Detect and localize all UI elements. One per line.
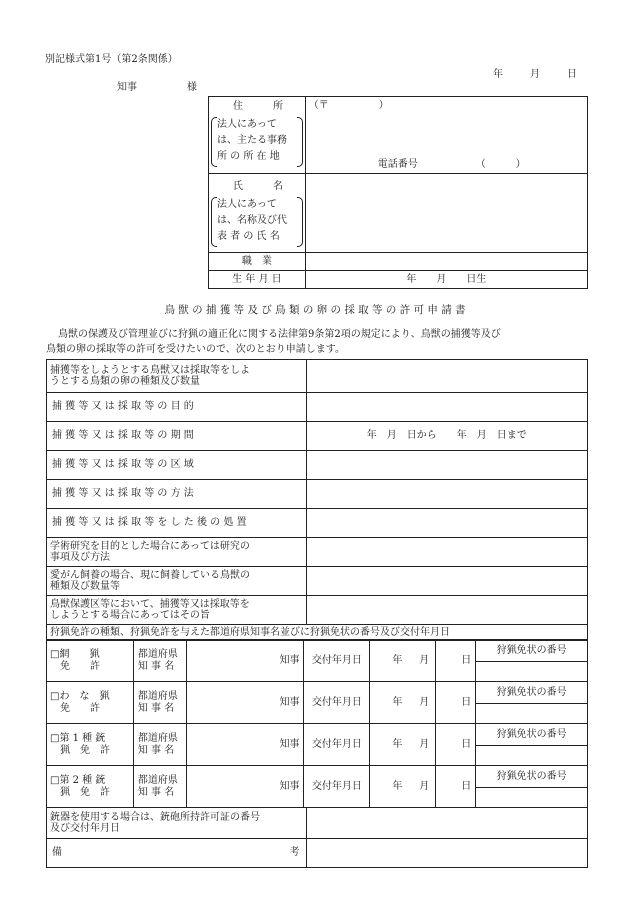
method-field[interactable] [306,480,588,509]
honorific-label: 様 [187,82,197,93]
postal-mark: （〒 ） [308,100,389,111]
license-type-line-2: 猟 免 許 [60,744,110,756]
name-note-2: は、名称及び代 [217,215,287,226]
license-number-field[interactable] [476,746,588,766]
species-line-1: 捕獲等をしようとする鳥獣又は採取等をしよ [50,364,250,376]
date-month: 月 [530,69,540,80]
address-label-1: 住 [233,101,243,112]
year-label: 年 [392,780,403,792]
governor-field[interactable]: 知事 [186,724,304,766]
pref-label [133,640,186,682]
occupation-label: 職 業 [209,253,306,271]
birth-field[interactable]: 年 月 日生 [305,271,587,289]
footer-table [46,807,588,868]
area-label: 捕 獲 等 又 は 採 取 等 の 区 域 [47,451,307,480]
intro-line-2: 鳥類の卵の採取等の許可を受けたいので、次のとおり申請します。 [46,344,345,355]
issue-date-label: 交付年月日 [304,766,370,808]
address-label-2: 所 [273,101,283,112]
disposal-field[interactable] [306,509,588,538]
license-type-trap[interactable] [47,682,134,724]
occupation-field[interactable] [305,253,587,271]
method-label: 捕 獲 等 又 は 採 取 等 の 方 法 [47,480,307,509]
address-label-cell [209,97,306,174]
remarks-char-2: 考 [289,847,300,859]
purpose-field[interactable] [306,393,588,422]
pet-label [47,567,307,596]
governor-field[interactable]: 知事 [186,640,304,682]
license-type-line-1: □第 2 種 銃 [50,775,106,786]
address-note-1: 法人にあって [217,119,277,130]
license-number-label: 狩猟免状の番号 [476,766,588,788]
issue-date-field[interactable] [370,724,436,766]
period-field[interactable]: 年 月 日から 年 月 日まで [306,422,588,451]
research-field[interactable] [306,538,588,567]
sanctuary-line-2: しようとする場合にあってはその旨 [50,610,210,621]
license-type-gun1[interactable] [47,724,134,766]
remarks-char-1: 備 [52,847,62,859]
license-number-label: 狩猟免状の番号 [476,640,588,662]
month-label: 月 [419,654,430,666]
birth-label: 生 年 月 日 [209,271,306,289]
license-type-line-2: 免 許 [60,702,100,714]
name-label-2: 名 [273,181,283,192]
license-type-gun2[interactable] [47,766,134,808]
phone-label: 電話番号 [377,159,418,170]
application-table [46,359,588,641]
issue-date-label: 交付年月日 [304,682,370,724]
species-label [47,360,307,393]
license-number-field[interactable] [476,704,588,724]
remarks-label [47,839,307,868]
date-year: 年 [493,69,503,80]
month-label: 月 [419,696,430,708]
license-table [46,639,588,808]
license-number-field[interactable] [476,788,588,808]
bracket-right [297,117,303,167]
license-type-line-1: □第 1 種 銃 [50,733,106,744]
purpose-label: 捕 獲 等 又 は 採 取 等 の 目 的 [47,393,307,422]
license-type-line-1: □網 猟 [50,649,100,660]
intro-line-1: 鳥獣の保護及び管理並びに狩猟の適正化に関する法律第9条第2項の規定により、鳥獣の捕獲等及び [58,329,501,340]
disposal-label: 捕 獲 等 又 は 採 取 等 を し た 後 の 処 置 [47,509,307,538]
name-note-1: 法人にあって [217,199,277,210]
year-label: 年 [392,696,403,708]
sanctuary-label [47,596,307,625]
name-label-cell [209,174,306,253]
pet-field[interactable] [306,567,588,596]
year-label: 年 [392,654,403,666]
date-day: 日 [567,69,577,80]
pet-line-1: 愛がん飼養の場合、現に飼養している鳥獣の [50,569,250,581]
pref-line-1: 都道府県 [137,775,178,786]
species-field[interactable] [306,360,588,393]
address-note-2: は、主たる事務 [217,135,287,146]
species-line-2: うとする鳥類の卵の種類及び数量 [50,376,200,387]
pref-line-2: 知 事 名 [137,744,175,756]
governor-label: 知事 [117,82,137,93]
issue-date-field[interactable] [370,766,436,808]
phone-parens: （ ） [475,159,526,170]
research-line-1: 学術研究を目的とした場合にあっては研究の [50,540,250,552]
period-label: 捕 獲 等 又 は 採 取 等 の 期 間 [47,422,307,451]
license-number-field[interactable] [476,662,588,682]
day-label: 日 [436,640,476,682]
issue-date-label: 交付年月日 [304,640,370,682]
day-label: 日 [436,682,476,724]
license-number-label: 狩猟免状の番号 [476,682,588,704]
address-note-3: 所 の 所 在 地 [217,151,280,162]
applicant-table [208,96,588,289]
pref-line-1: 都道府県 [137,691,178,702]
name-label-1: 氏 [233,181,243,192]
month-label: 月 [419,738,430,750]
remarks-field[interactable] [306,839,587,868]
research-label [47,538,307,567]
pref-label [133,682,186,724]
license-header: 狩猟免許の種類、狩猟免許を与えた都道府県知事名並びに狩猟免状の番号及び交付年月日 [47,625,588,641]
issue-date-field[interactable] [370,640,436,682]
sanctuary-line-1: 鳥獣保護区等において、捕獲等又は採取等を [50,598,250,610]
gun-permit-field[interactable] [306,808,587,839]
gun-permit-line-1: 銃器を使用する場合は、銃砲所持許可証の番号 [50,811,260,823]
gun-permit-line-2: 及び交付年月日 [50,823,120,834]
page-title: 鳥 獣 の 捕 獲 等 及 び 鳥 類 の 卵 の 採 取 等 の 許 可 申 請 書 [164,304,466,316]
pref-label [133,724,186,766]
address-field[interactable] [305,97,587,174]
sanctuary-field[interactable] [306,596,588,625]
month-label: 月 [419,780,430,792]
bracket-right [297,197,303,247]
license-type-net[interactable] [47,640,134,682]
license-type-line-2: 免 許 [60,660,100,672]
name-field[interactable] [305,174,587,253]
governor-field[interactable]: 知事 [186,682,304,724]
pref-line-2: 知 事 名 [137,786,175,798]
issue-date-label: 交付年月日 [304,724,370,766]
governor-field[interactable]: 知事 [186,766,304,808]
area-field[interactable] [306,451,588,480]
day-label: 日 [436,724,476,766]
pref-line-2: 知 事 名 [137,702,175,714]
pref-line-2: 知 事 名 [137,660,175,672]
pref-line-1: 都道府県 [137,649,178,660]
pref-label [133,766,186,808]
issue-date-field[interactable] [370,682,436,724]
year-label: 年 [392,738,403,750]
gun-permit-label [47,808,307,839]
pet-line-2: 種類及び数量等 [50,581,120,592]
name-note-3: 表 者 の 氏 名 [217,231,280,242]
license-type-line-2: 猟 免 許 [60,786,110,798]
pref-line-1: 都道府県 [137,733,178,744]
day-label: 日 [436,766,476,808]
license-type-line-1: □わ な 猟 [50,691,110,702]
form-number: 別記様式第1号（第2条関係） [45,54,178,65]
license-number-label: 狩猟免状の番号 [476,724,588,746]
research-line-2: 事項及び方法 [50,552,110,563]
